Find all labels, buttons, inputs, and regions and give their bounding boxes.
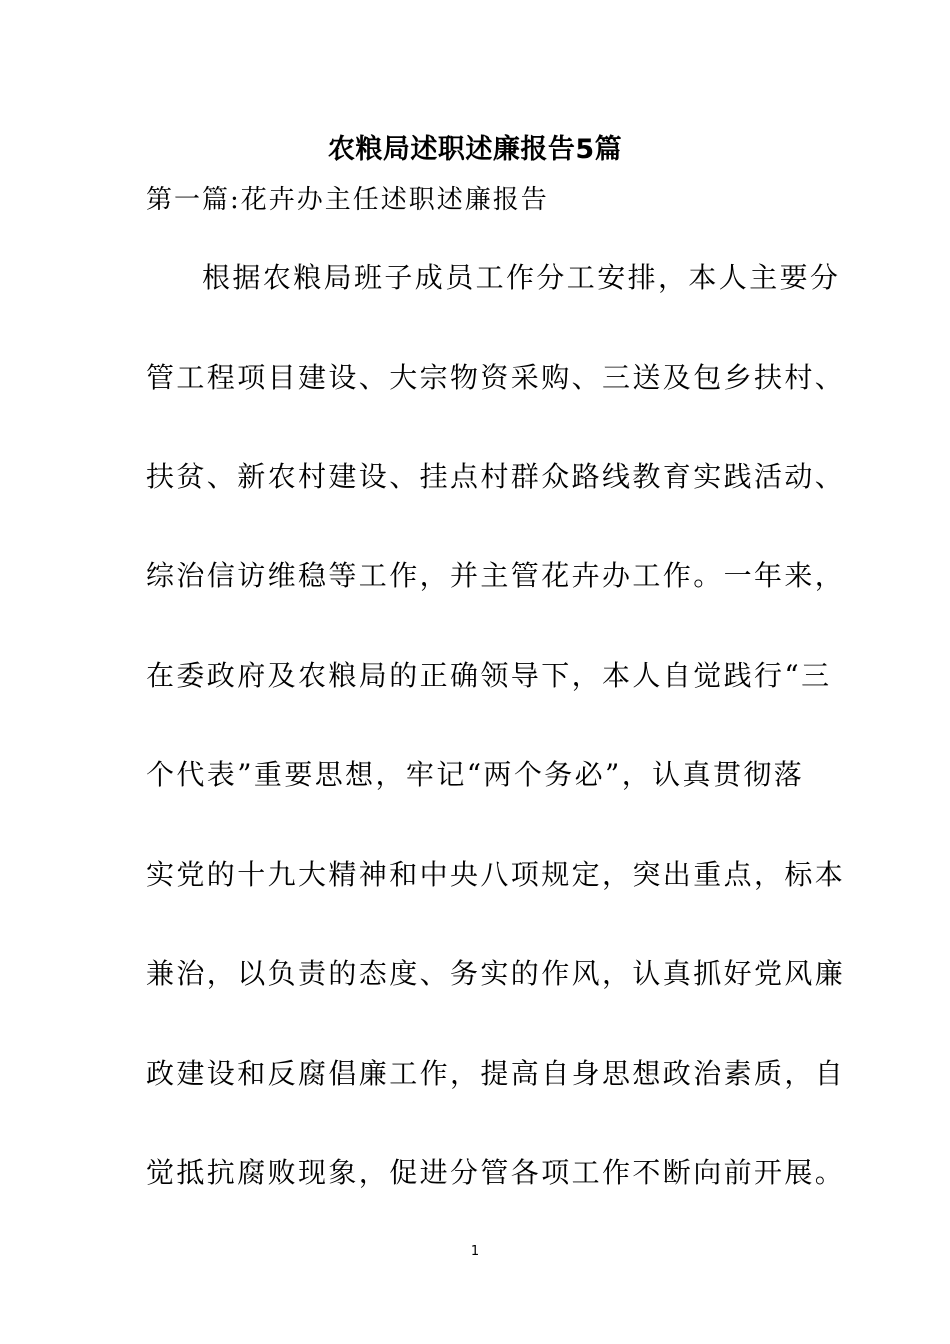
body-line: 兼治，以负责的态度、务实的作风，认真抓好党风廉	[146, 957, 846, 990]
body-line: 政建设和反腐倡廉工作，提高自身思想政治素质，自	[146, 1057, 846, 1090]
body-line: 扶贫、新农村建设、挂点村群众路线教育实践活动、	[146, 460, 846, 493]
page-number: 1	[470, 1244, 480, 1259]
section-heading: 第一篇:花卉办主任述职述廉报告	[146, 185, 549, 215]
body-line: 管工程项目建设、大宗物资采购、三送及包乡扶村、	[146, 361, 846, 394]
body-line: 个代表”重要思想，牢记“两个务必”，认真贯彻落	[146, 758, 805, 791]
body-line: 觉抵抗腐败现象，促进分管各项工作不断向前开展。	[146, 1156, 846, 1189]
body-line: 在委政府及农粮局的正确领导下，本人自觉践行“三	[146, 659, 832, 692]
document-title: 农粮局述职述廉报告5篇	[327, 134, 623, 165]
body-line: 根据农粮局班子成员工作分工安排，本人主要分	[202, 261, 841, 294]
body-line: 综治信访维稳等工作，并主管花卉办工作。一年来，	[146, 559, 846, 592]
body-line: 实党的十九大精神和中央八项规定，突出重点，标本	[146, 858, 846, 891]
